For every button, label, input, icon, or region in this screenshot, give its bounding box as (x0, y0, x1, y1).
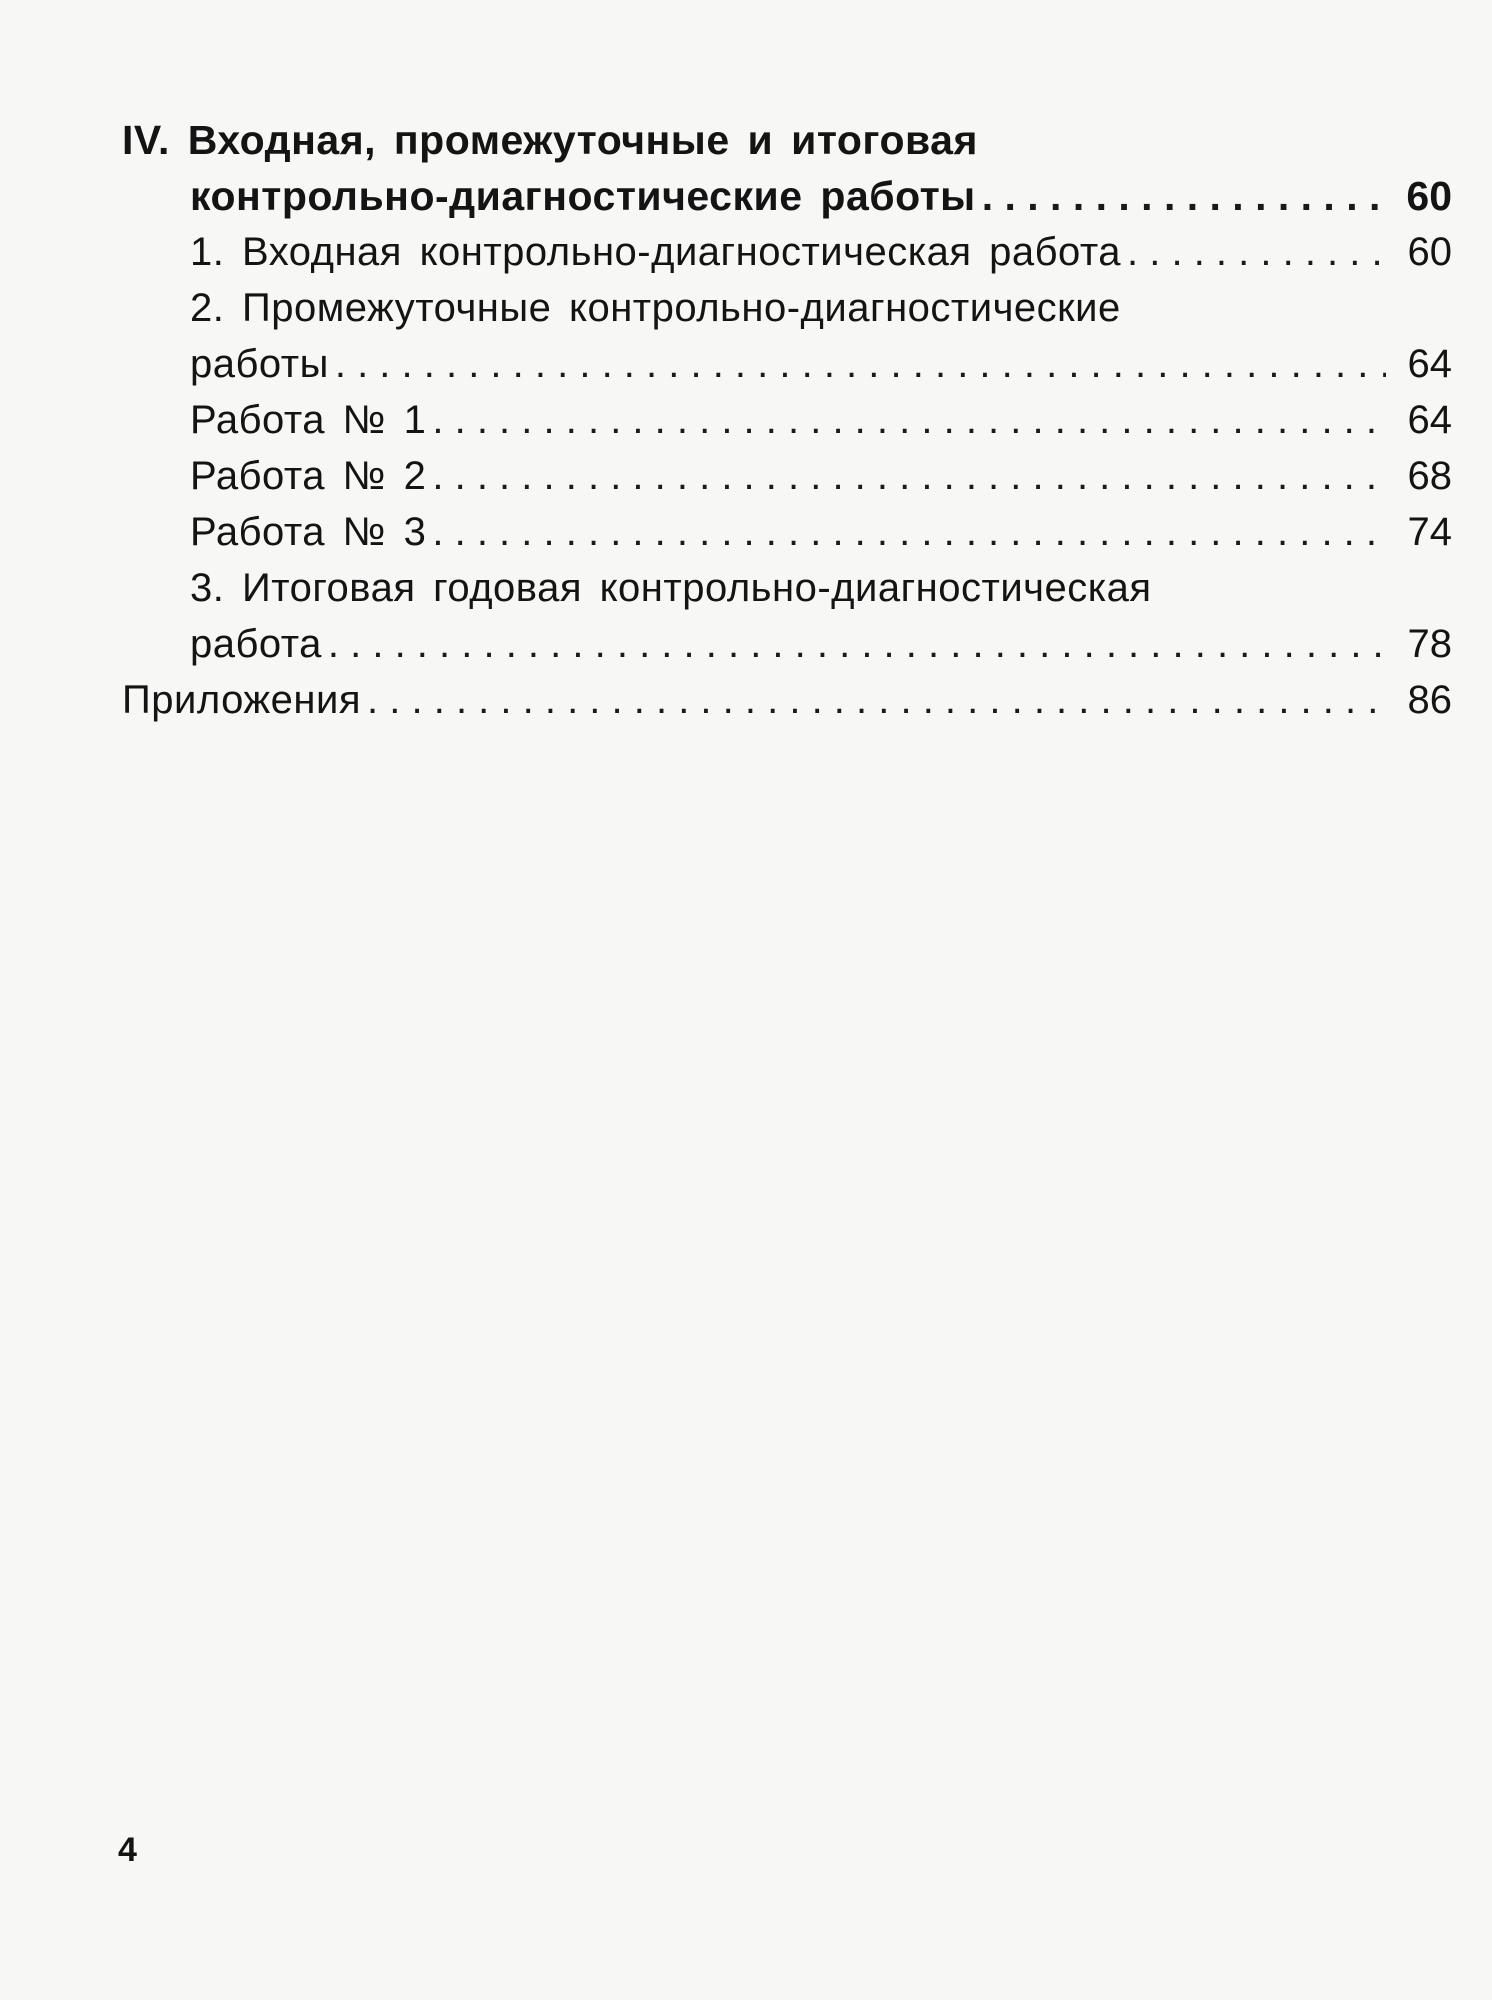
leader-dots (1127, 224, 1386, 280)
toc-entry-text: работы (190, 342, 329, 386)
leader-dots (982, 168, 1386, 224)
toc-entry-text: Работа № 3 (190, 510, 427, 554)
toc-entry (122, 392, 1452, 448)
table-of-contents (122, 112, 1452, 728)
toc-entry-text: 3. Итоговая годовая контрольно-диагностическая (190, 566, 1152, 610)
toc-page-number: 78 (1407, 622, 1452, 666)
page-number: 4 (118, 1831, 137, 1869)
leader-dots (335, 336, 1386, 392)
leader-dots (432, 504, 1386, 560)
toc-page-number: 64 (1407, 342, 1452, 386)
toc-entry-text: Работа № 1 (190, 398, 427, 442)
toc-entry (122, 448, 1452, 504)
toc-page-number: 60 (1407, 230, 1452, 274)
leader-dots (432, 392, 1386, 448)
leader-dots (432, 448, 1386, 504)
toc-appendix-text: Приложения (122, 678, 362, 722)
toc-page-number: 64 (1407, 398, 1452, 442)
toc-section-iv-title (122, 112, 1452, 168)
toc-entry (122, 504, 1452, 560)
toc-entry (122, 616, 1452, 672)
toc-section-iv-title-line2: контрольно-диагностические работы (190, 173, 976, 219)
toc-appendix (122, 672, 1452, 728)
toc-page-number: 68 (1407, 454, 1452, 498)
toc-page-number: 86 (1407, 678, 1452, 722)
toc-section-iv-row (122, 168, 1452, 224)
toc-section-iv-title-line1: IV. Входная, промежуточные и итоговая (122, 117, 978, 163)
toc-entry-text: 2. Промежуточные контрольно-диагностические (190, 286, 1121, 330)
leader-dots (328, 616, 1386, 672)
toc-page-number: 74 (1407, 510, 1452, 554)
toc-entry (122, 336, 1452, 392)
toc-entry-heading (122, 560, 1452, 616)
toc-entry-text: работа (190, 622, 322, 666)
toc-entry-text: 1. Входная контрольно-диагностическая работа (190, 230, 1122, 274)
toc-entry (122, 224, 1452, 280)
toc-entry-text: Работа № 2 (190, 454, 427, 498)
toc-entry-heading (122, 280, 1452, 336)
leader-dots (367, 672, 1386, 728)
toc-page-number: 60 (1406, 173, 1452, 219)
